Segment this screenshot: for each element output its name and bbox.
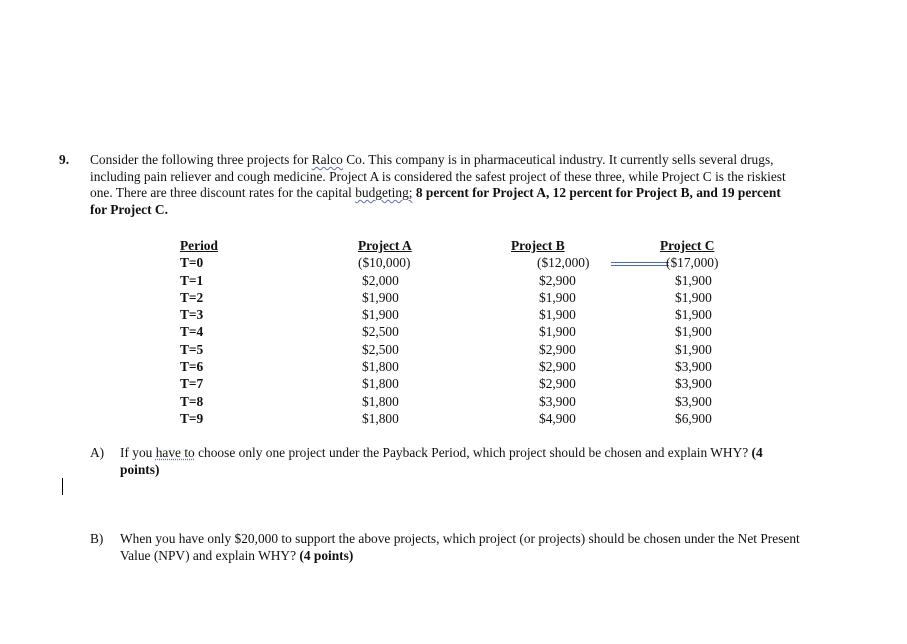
project-b-cell: $1,900	[539, 324, 576, 340]
project-c-column	[660, 237, 734, 427]
company-name: Ralco	[311, 152, 343, 167]
discount-rates: 8 percent for Project A, 12 percent for Project B, and 19 percent for Project C.	[90, 185, 781, 217]
project-b-cell: $2,900	[539, 272, 576, 288]
period-column	[180, 237, 218, 427]
project-a-header: Project A	[358, 238, 412, 253]
project-c-cell: ($17,000)	[666, 255, 719, 271]
project-c-cell: $1,900	[675, 272, 712, 288]
project-b-cell: $4,900	[539, 410, 576, 426]
project-b-cell: $2,900	[539, 359, 576, 375]
project-c-cell: $1,900	[675, 341, 712, 357]
project-c-cell: $1,900	[675, 307, 712, 323]
part-a-points: (4 points)	[120, 445, 763, 477]
project-a-cell: $1,800	[362, 359, 399, 375]
project-a-cell: $1,900	[362, 289, 399, 305]
project-a-cell: $1,800	[362, 410, 399, 426]
project-a-cell: $2,500	[362, 324, 399, 340]
part-b-points: (4 points)	[299, 547, 354, 563]
project-c-cell: $1,900	[675, 324, 712, 340]
project-b-cell: $3,900	[539, 393, 576, 409]
project-b-column	[511, 237, 606, 427]
period-cell: T=3	[180, 307, 204, 323]
project-c-cell: $3,900	[675, 359, 712, 375]
project-c-cell: $1,900	[675, 289, 712, 305]
period-cell: T=9	[180, 410, 204, 426]
question-intro-2: Co. This company is in pharmaceutical industry. It currently sells several drugs, including pain reliever and cough medicine. Project A is considered the safest project of these three, while Project C is the riskiest one. There are three discount rates for the capital	[90, 152, 786, 200]
project-a-cell: $1,800	[362, 393, 399, 409]
period-cell: T=2	[180, 289, 204, 305]
period-cell: T=1	[180, 272, 204, 288]
period-header: Period	[180, 238, 218, 253]
project-a-column	[358, 237, 428, 427]
project-b-cell: $2,900	[539, 376, 576, 392]
part-b-text	[120, 531, 800, 564]
project-c-cell: $6,900	[675, 410, 712, 426]
period-cell: T=8	[180, 393, 204, 409]
part-a-label: A)	[90, 445, 105, 460]
project-b-cell: ($12,000)	[537, 255, 590, 271]
part-b-text-body: When you have only $20,000 to support the above projects, which project (or projects) should be chosen under the Net Present Value (NPV) and explain WHY?	[120, 531, 800, 563]
project-b-cell: $1,900	[539, 307, 576, 323]
period-cell: T=5	[180, 341, 204, 357]
period-cell: T=0	[180, 255, 204, 271]
project-c-header: Project C	[660, 238, 715, 253]
project-c-cell: $3,900	[675, 376, 712, 392]
part-a-text	[120, 445, 800, 478]
question-number: 9.	[59, 152, 70, 167]
project-b-cell: $2,900	[539, 341, 576, 357]
text-cursor	[62, 478, 63, 495]
have-to-phrase: have to	[155, 445, 195, 460]
project-b-cell: $1,900	[539, 289, 576, 305]
project-a-cell: $2,500	[362, 341, 399, 357]
period-cell: T=7	[180, 376, 204, 392]
period-cell: T=4	[180, 324, 204, 340]
question-intro-1: Consider the following three projects for	[90, 152, 312, 167]
period-cell: T=6	[180, 359, 204, 375]
part-b-label: B)	[90, 531, 104, 546]
budgeting-word: budgeting;	[355, 185, 413, 200]
part-a-text-2: choose only one project under the Payback Period, which project should be chosen and explain WHY?	[194, 445, 752, 460]
project-c-cell: $3,900	[675, 393, 712, 409]
part-a-text-1: If you	[120, 445, 156, 460]
project-a-cell: ($10,000)	[358, 255, 411, 271]
project-a-cell: $1,900	[362, 307, 399, 323]
project-a-cell: $1,800	[362, 376, 399, 392]
project-b-header: Project B	[511, 238, 565, 253]
project-a-cell: $2,000	[362, 272, 399, 288]
question-text	[90, 152, 790, 218]
